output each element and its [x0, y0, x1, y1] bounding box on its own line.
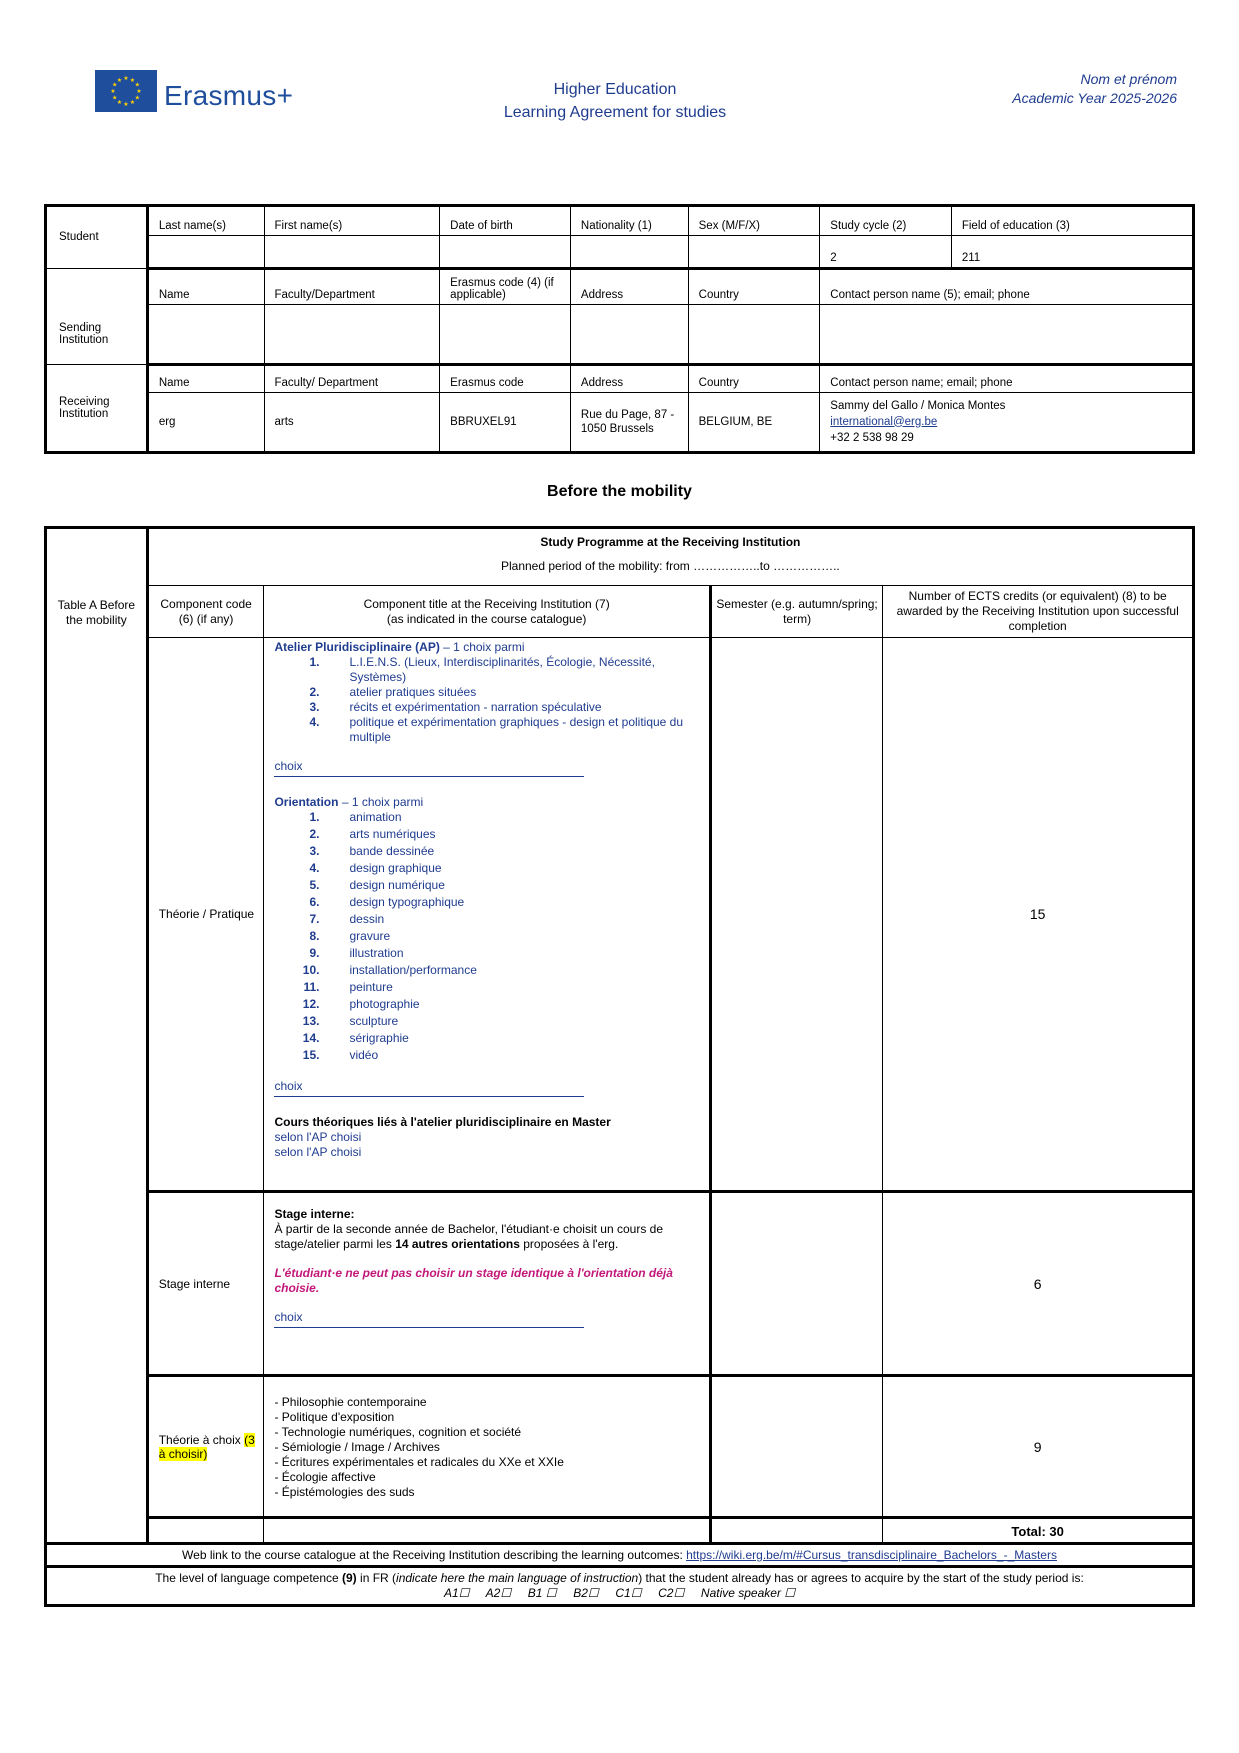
col-title-line2: (as indicated in the course catalogue): [386, 611, 587, 626]
cours-line-2: selon l'AP choisi: [274, 1145, 362, 1159]
stage-text: À partir de la seconde année de Bachelor, l'étudiant·e choisit un cours de stage/atelier parmi les 14 autres orientations proposées à l'erg.: [274, 1222, 664, 1251]
list-item: 1. animation: [309, 810, 402, 824]
list-item: 15. vidéo: [302, 1048, 379, 1062]
row1-semester[interactable]: [710, 638, 883, 1192]
ap-choice-label: choix: [274, 759, 303, 773]
level-b2[interactable]: B2☐: [573, 1586, 599, 1600]
svg-text:★: ★: [112, 94, 118, 102]
sending-country-field[interactable]: [688, 305, 820, 365]
col-field-education: Field of education (3): [951, 206, 1193, 236]
theory-item: - Écritures expérimentales et radicales du XXe et XXIe: [274, 1455, 564, 1469]
list-item: 7. dessin: [309, 912, 385, 926]
level-a2[interactable]: A2☐: [485, 1586, 512, 1600]
receiving-erasmus-code: BBRUXEL91: [440, 393, 571, 453]
checkbox-icon: ☐: [673, 1586, 685, 1600]
row3-content: [264, 1376, 710, 1518]
theory-item: - Écologie affective: [274, 1470, 376, 1484]
sending-erasmus-field[interactable]: [440, 305, 571, 365]
theory-item: - Politique d'exposition: [274, 1410, 395, 1424]
s-col-faculty: Faculty/Department: [264, 269, 440, 305]
list-item: 5. design numérique: [309, 878, 445, 892]
orientation-title: Orientation: [274, 795, 339, 809]
receiving-address: Rue du Page, 87 - 1050 Brussels: [570, 393, 688, 453]
col-nationality: Nationality (1): [570, 206, 688, 236]
sex-field[interactable]: [688, 236, 820, 269]
col-semester: Semester (e.g. autumn/spring; term): [710, 586, 883, 638]
svg-text:★: ★: [129, 76, 136, 84]
col-ects: Number of ECTS credits (or equivalent) (8) to be awarded by the Receiving Institution upon successful completion: [883, 586, 1194, 638]
orientation-list: [274, 810, 702, 1063]
student-label: Student: [46, 206, 148, 269]
level-b1[interactable]: B1 ☐: [527, 1586, 557, 1600]
row2-content: [264, 1192, 710, 1376]
cours-title: Cours théoriques liés à l'atelier pluridisciplinaire en Master: [274, 1115, 611, 1129]
ap-suffix: – 1 choix parmi: [439, 640, 525, 654]
checkbox-icon: ☐: [630, 1586, 642, 1600]
svg-text:★: ★: [129, 99, 136, 107]
level-native[interactable]: Native speaker ☐: [700, 1586, 796, 1600]
theory-item: - Sémiologie / Image / Archives: [274, 1440, 440, 1454]
eu-flag-logo: [95, 70, 157, 112]
total-ects: Total: 30: [883, 1518, 1194, 1544]
total-code-cell: [147, 1518, 264, 1544]
row2-semester[interactable]: [710, 1192, 883, 1376]
r-col-country: Country: [688, 365, 820, 393]
sending-label: Sending Institution: [46, 269, 148, 365]
eu-stars-icon: [95, 70, 157, 112]
orientation-choice-label: choix: [274, 1079, 303, 1093]
list-item: 4. design graphique: [309, 861, 442, 875]
institutions-table: [44, 204, 1195, 454]
s-col-country: Country: [688, 269, 820, 305]
list-item: 13. sculpture: [302, 1014, 399, 1028]
svg-text:★: ★: [123, 101, 129, 108]
row3-ects: 9: [883, 1376, 1194, 1518]
col-last-name: Last name(s): [147, 206, 264, 236]
list-item: 12. photographie: [302, 997, 420, 1011]
theory-item: - Épistémologies des suds: [274, 1485, 415, 1499]
programme-title: Study Programme at the Receiving Institution: [540, 535, 801, 549]
cours-line-1: selon l'AP choisi: [274, 1130, 362, 1144]
col-title-line1: Component title at the Receiving Institution (7): [363, 596, 610, 611]
erasmus-logo-text: Erasmus+: [164, 80, 294, 111]
language-levels: [51, 1586, 1188, 1601]
s-col-address: Address: [570, 269, 688, 305]
svg-text:★: ★: [134, 81, 140, 89]
contact-phone: +32 2 538 98 29: [830, 431, 914, 444]
title-line-2: Learning Agreement for studies: [503, 104, 727, 121]
receiving-name: erg: [147, 393, 264, 453]
col-sex: Sex (M/F/X): [688, 206, 820, 236]
row3-code: Théorie à choix (3 à choisir): [147, 1376, 264, 1518]
sending-contact-field[interactable]: [820, 305, 1194, 365]
checkbox-icon: ☐: [545, 1586, 557, 1600]
stage-warning: L'étudiant·e ne peut pas choisir un stage identique à l'orientation déjà choisie.: [274, 1266, 673, 1295]
row2-code: Stage interne: [147, 1192, 264, 1376]
r-col-name: Name: [147, 365, 264, 393]
list-item: 8. gravure: [309, 929, 391, 943]
r-col-address: Address: [570, 365, 688, 393]
col-component-title: [264, 586, 710, 638]
s-col-name: Name: [147, 269, 264, 305]
study-cycle-field[interactable]: 2: [820, 236, 952, 269]
row1-content: [264, 638, 710, 1192]
row2-ects: 6: [883, 1192, 1194, 1376]
name-label: Nom et prénom: [1080, 71, 1177, 87]
list-item: 11. peinture: [303, 980, 393, 994]
first-name-field[interactable]: [264, 236, 440, 269]
list-item: 1. L.I.E.N.S. (Lieux, Interdisciplinarités, Écologie, Nécessité, Systèmes): [309, 655, 655, 684]
field-education-field[interactable]: 211: [951, 236, 1193, 269]
level-c2[interactable]: C2☐: [658, 1586, 685, 1600]
svg-text:★: ★: [110, 88, 116, 95]
svg-text:★: ★: [116, 76, 123, 84]
sending-address-field[interactable]: [570, 305, 688, 365]
list-item: 2. arts numériques: [309, 827, 436, 841]
svg-text:★: ★: [116, 99, 123, 107]
stage-choice-field[interactable]: [274, 1327, 584, 1328]
checkbox-icon: ☐: [587, 1586, 599, 1600]
checkbox-icon: ☐: [500, 1586, 512, 1600]
col-component-code: Component code (6) (if any): [147, 586, 264, 638]
row1-ects: 15: [883, 638, 1194, 1192]
svg-text:★: ★: [112, 81, 118, 89]
table-a-label: Table A Before the mobility: [46, 586, 148, 1544]
r-col-contact: Contact person name; email; phone: [820, 365, 1194, 393]
course-catalogue-link[interactable]: https://wiki.erg.be/m/#Cursus_transdisciplinaire_Bachelors_-_Masters: [686, 1548, 1057, 1562]
theory-item: - Philosophie contemporaine: [274, 1395, 427, 1409]
contact-name: Sammy del Gallo / Monica Montes: [830, 399, 1006, 412]
sending-faculty-field[interactable]: [264, 305, 440, 365]
row1-code: Théorie / Pratique: [147, 638, 264, 1192]
programme-header: [147, 528, 1193, 586]
list-item: 4. politique et expérimentation graphiques - design et politique du multiple: [309, 715, 684, 744]
receiving-label: Receiving Institution: [46, 365, 148, 453]
checkbox-icon: ☐: [458, 1586, 470, 1600]
level-a1[interactable]: A1☐: [443, 1586, 470, 1600]
weblink-row: [46, 1544, 1194, 1567]
receiving-faculty: arts: [264, 393, 440, 453]
ap-list: [274, 655, 702, 745]
col-first-name: First name(s): [264, 206, 440, 236]
planned-period: Planned period of the mobility: from ……………..to ……………..: [500, 559, 840, 573]
sending-name-field[interactable]: [147, 305, 264, 365]
stage-title: Stage interne:: [274, 1207, 355, 1221]
r-col-erasmus: Erasmus code: [440, 365, 571, 393]
study-programme-table: [44, 526, 1195, 1607]
svg-text:★: ★: [136, 88, 142, 95]
language-text: The level of language competence (9) in FR (indicate here the main language of instruction) that the student already has or agrees to acquire by the start of the study period is:: [155, 1571, 1084, 1585]
svg-text:★: ★: [123, 75, 129, 82]
table-a-spacer: [46, 528, 148, 586]
list-item: 3. bande dessinée: [309, 844, 435, 858]
language-row: [46, 1567, 1194, 1606]
receiving-contact: [820, 393, 1194, 453]
receiving-country: BELGIUM, BE: [688, 393, 820, 453]
total-semester-cell: [710, 1518, 883, 1544]
list-item: 3. récits et expérimentation - narration spéculative: [309, 700, 602, 714]
contact-email-link[interactable]: international@erg.be: [830, 415, 938, 428]
s-col-contact: Contact person name (5); email; phone: [820, 269, 1194, 305]
level-c1[interactable]: C1☐: [615, 1586, 642, 1600]
row3-semester[interactable]: [710, 1376, 883, 1518]
document-title: [450, 78, 780, 124]
highlight-text: (3 à choisir): [158, 1432, 255, 1461]
list-item: 6. design typographique: [309, 895, 465, 909]
total-title-cell: [264, 1518, 710, 1544]
checkbox-icon: ☐: [784, 1586, 796, 1600]
list-item: 10. installation/performance: [302, 963, 477, 977]
last-name-field[interactable]: [147, 236, 264, 269]
list-item: 2. atelier pratiques situées: [309, 685, 477, 699]
dob-field[interactable]: [440, 236, 571, 269]
col-dob: Date of birth: [440, 206, 571, 236]
nationality-field[interactable]: [570, 236, 688, 269]
header-right: [1012, 70, 1177, 108]
orientation-suffix: – 1 choix parmi: [338, 795, 424, 809]
s-col-erasmus: Erasmus code (4) (if applicable): [440, 269, 571, 305]
list-item: 9. illustration: [309, 946, 404, 960]
col-study-cycle: Study cycle (2): [820, 206, 952, 236]
section-title: Before the mobility: [547, 483, 692, 500]
theory-item: - Technologie numériques, cognition et société: [274, 1425, 522, 1439]
title-line-1: Higher Education: [553, 81, 677, 98]
svg-text:★: ★: [134, 94, 140, 102]
ap-title: Atelier Pluridisciplinaire (AP): [274, 640, 440, 654]
r-col-faculty: Faculty/ Department: [264, 365, 440, 393]
weblink-label: Web link to the course catalogue at the Receiving Institution describing the learning outcomes:: [182, 1548, 687, 1562]
stage-choice-label: choix: [274, 1310, 303, 1324]
list-item: 14. sérigraphie: [302, 1031, 409, 1045]
academic-year: Academic Year 2025-2026: [1012, 90, 1177, 106]
